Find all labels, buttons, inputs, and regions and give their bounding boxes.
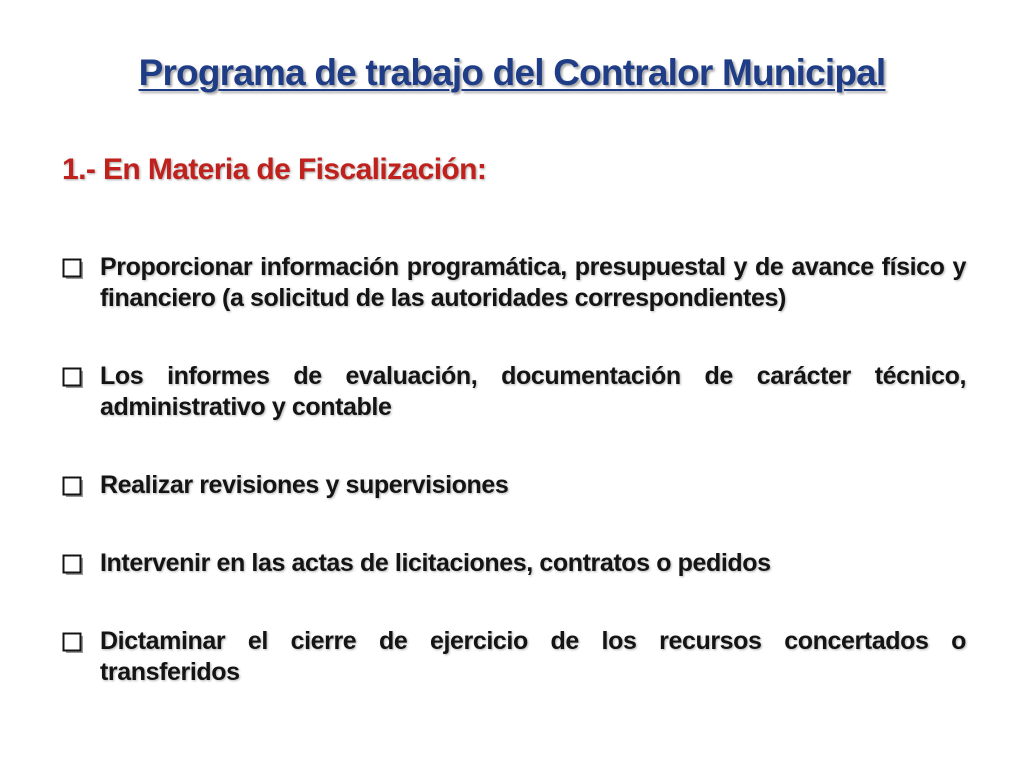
checkbox-square-icon <box>62 632 84 654</box>
slide-title: Programa de trabajo del Contralor Municipal <box>138 52 886 93</box>
checkbox-square-icon <box>62 367 84 389</box>
section-heading: 1.- En Materia de Fiscalización: <box>62 153 487 186</box>
bullet-text: Realizar revisiones y supervisiones <box>100 471 509 499</box>
bullet-item <box>62 470 966 501</box>
bullet-item <box>62 361 966 423</box>
bullet-text: Intervenir en las actas de licitaciones, contratos o pedidos <box>100 549 771 577</box>
bullet-text: Los informes de evaluación, documentación de carácter técnico, administrativo y contable <box>100 362 966 421</box>
bullet-item <box>62 626 966 688</box>
bullet-item <box>62 252 966 314</box>
bullet-text: Dictaminar el cierre de ejercicio de los recursos concertados o transferidos <box>100 627 966 686</box>
checkbox-square-icon <box>62 476 84 498</box>
bullet-item <box>62 548 966 579</box>
bullet-list <box>62 252 966 735</box>
checkbox-square-icon <box>62 258 84 280</box>
checkbox-square-icon <box>62 554 84 576</box>
bullet-text: Proporcionar información programática, presupuestal y de avance físico y financiero (a solicitud de las autoridades correspondientes) <box>100 253 966 312</box>
